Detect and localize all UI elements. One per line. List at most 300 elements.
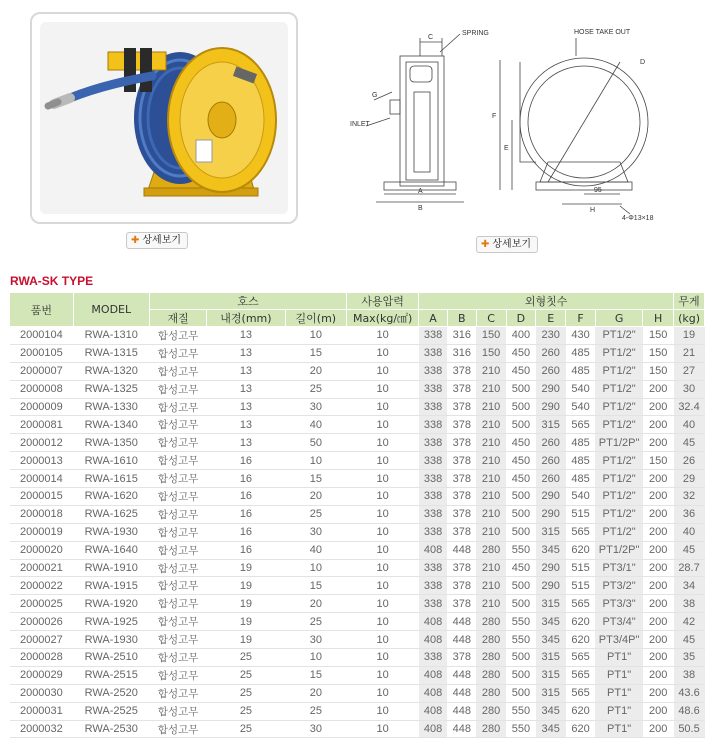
- cell-g: PT1/2": [595, 452, 642, 470]
- label-h: H: [590, 207, 596, 214]
- cell-weight: 40: [674, 416, 705, 434]
- cell-pressure: 10: [347, 666, 419, 684]
- cell-g: PT3/4P": [595, 631, 642, 649]
- cell-part-no: 2000013: [10, 452, 74, 470]
- cell-model: RWA-1315: [73, 344, 149, 362]
- side-view: [366, 34, 464, 202]
- cell-d: 550: [506, 541, 536, 559]
- cell-e: 290: [536, 577, 566, 595]
- cell-part-no: 2000014: [10, 470, 74, 488]
- cell-h: 200: [643, 702, 674, 720]
- cell-d: 500: [506, 380, 536, 398]
- cell-h: 200: [643, 595, 674, 613]
- header-material: 재질: [149, 310, 207, 327]
- cell-d: 400: [506, 327, 536, 345]
- cell-length: 30: [285, 398, 347, 416]
- cell-material: 합성고무: [149, 595, 207, 613]
- cell-part-no: 2000022: [10, 577, 74, 595]
- cell-model: RWA-2530: [73, 720, 149, 738]
- cell-c: 210: [476, 362, 506, 380]
- cell-e: 290: [536, 380, 566, 398]
- cell-d: 500: [506, 684, 536, 702]
- cell-g: PT3/2": [595, 577, 642, 595]
- cell-c: 150: [476, 344, 506, 362]
- table-row: [10, 577, 705, 595]
- cell-d: 500: [506, 398, 536, 416]
- cell-a: 338: [419, 380, 448, 398]
- cell-part-no: 2000029: [10, 666, 74, 684]
- table-row: [10, 649, 705, 667]
- table-row: [10, 416, 705, 434]
- cell-weight: 26: [674, 452, 705, 470]
- cell-weight: 30: [674, 380, 705, 398]
- label-f: F: [492, 113, 497, 120]
- cell-g: PT1/2": [595, 470, 642, 488]
- cell-inner-diameter: 16: [207, 488, 285, 506]
- header-d: D: [506, 310, 536, 327]
- detail-view-button-1[interactable]: [126, 232, 188, 249]
- cell-c: 210: [476, 488, 506, 506]
- cell-g: PT1": [595, 720, 642, 738]
- cell-weight: 42: [674, 613, 705, 631]
- cell-part-no: 2000031: [10, 702, 74, 720]
- cell-d: 450: [506, 344, 536, 362]
- cell-inner-diameter: 25: [207, 720, 285, 738]
- cell-a: 338: [419, 559, 448, 577]
- cell-a: 338: [419, 327, 448, 345]
- detail-view-label-1: 상세보기: [142, 235, 182, 246]
- table-row: [10, 613, 705, 631]
- cell-b: 378: [447, 577, 476, 595]
- cell-a: 338: [419, 505, 448, 523]
- cell-a: 338: [419, 452, 448, 470]
- cell-h: 200: [643, 398, 674, 416]
- table-row: [10, 452, 705, 470]
- cell-pressure: 10: [347, 649, 419, 667]
- cell-h: 200: [643, 541, 674, 559]
- cell-material: 합성고무: [149, 631, 207, 649]
- cell-weight: 38: [674, 666, 705, 684]
- cell-part-no: 2000032: [10, 720, 74, 738]
- header-e: E: [536, 310, 566, 327]
- table-row: [10, 684, 705, 702]
- cell-material: 합성고무: [149, 666, 207, 684]
- cell-b: 448: [447, 613, 476, 631]
- technical-drawing: [340, 22, 712, 228]
- cell-h: 200: [643, 577, 674, 595]
- cell-a: 338: [419, 523, 448, 541]
- cell-c: 280: [476, 541, 506, 559]
- cell-part-no: 2000009: [10, 398, 74, 416]
- product-photo-frame: [30, 12, 298, 224]
- cell-pressure: 10: [347, 470, 419, 488]
- cell-weight: 48.6: [674, 702, 705, 720]
- cell-pressure: 10: [347, 362, 419, 380]
- header-model: MODEL: [73, 293, 149, 327]
- cell-b: 378: [447, 523, 476, 541]
- cell-weight: 43.6: [674, 684, 705, 702]
- cell-d: 450: [506, 470, 536, 488]
- cell-part-no: 2000021: [10, 559, 74, 577]
- cell-f: 485: [566, 470, 596, 488]
- cell-inner-diameter: 19: [207, 559, 285, 577]
- cell-pressure: 10: [347, 434, 419, 452]
- cell-part-no: 2000104: [10, 327, 74, 345]
- cell-b: 378: [447, 452, 476, 470]
- cell-pressure: 10: [347, 505, 419, 523]
- cell-a: 408: [419, 720, 448, 738]
- cell-b: 448: [447, 684, 476, 702]
- header-row-1: [10, 293, 705, 310]
- cell-a: 338: [419, 577, 448, 595]
- cell-material: 합성고무: [149, 344, 207, 362]
- cell-pressure: 10: [347, 595, 419, 613]
- cell-h: 150: [643, 344, 674, 362]
- header-f: F: [566, 310, 596, 327]
- cell-a: 408: [419, 631, 448, 649]
- cell-a: 338: [419, 416, 448, 434]
- cell-h: 200: [643, 416, 674, 434]
- cell-weight: 28.7: [674, 559, 705, 577]
- cell-part-no: 2000018: [10, 505, 74, 523]
- cell-b: 448: [447, 631, 476, 649]
- cell-part-no: 2000026: [10, 613, 74, 631]
- cell-a: 338: [419, 488, 448, 506]
- cell-g: PT1": [595, 684, 642, 702]
- header-weight: 무게: [674, 293, 705, 310]
- cell-material: 합성고무: [149, 577, 207, 595]
- table-row: [10, 523, 705, 541]
- cell-part-no: 2000105: [10, 344, 74, 362]
- cell-h: 200: [643, 380, 674, 398]
- cell-c: 210: [476, 416, 506, 434]
- cell-length: 25: [285, 702, 347, 720]
- cell-length: 30: [285, 523, 347, 541]
- header-h: H: [643, 310, 674, 327]
- cell-material: 합성고무: [149, 684, 207, 702]
- header-pressure: 사용압력: [347, 293, 419, 310]
- cell-e: 345: [536, 702, 566, 720]
- cell-g: PT1/2": [595, 488, 642, 506]
- cell-f: 485: [566, 362, 596, 380]
- cell-d: 550: [506, 702, 536, 720]
- cell-g: PT1/2": [595, 362, 642, 380]
- header-length: 길이(m): [285, 310, 347, 327]
- cell-e: 315: [536, 649, 566, 667]
- cell-length: 15: [285, 344, 347, 362]
- header-hose: 호스: [149, 293, 346, 310]
- cell-d: 450: [506, 434, 536, 452]
- header-id: 내경(mm): [207, 310, 285, 327]
- cell-length: 10: [285, 559, 347, 577]
- cell-f: 515: [566, 505, 596, 523]
- cell-length: 15: [285, 577, 347, 595]
- cell-f: 620: [566, 613, 596, 631]
- cell-model: RWA-1320: [73, 362, 149, 380]
- cell-a: 408: [419, 541, 448, 559]
- cell-g: PT1/2P": [595, 541, 642, 559]
- cell-f: 540: [566, 380, 596, 398]
- cell-inner-diameter: 19: [207, 595, 285, 613]
- plus-icon: ✚: [481, 239, 490, 250]
- cell-pressure: 10: [347, 684, 419, 702]
- cell-part-no: 2000015: [10, 488, 74, 506]
- cell-model: RWA-1910: [73, 559, 149, 577]
- cell-length: 30: [285, 631, 347, 649]
- cell-inner-diameter: 16: [207, 452, 285, 470]
- cell-e: 345: [536, 631, 566, 649]
- table-row: [10, 505, 705, 523]
- cell-length: 25: [285, 505, 347, 523]
- cell-weight: 45: [674, 541, 705, 559]
- cell-inner-diameter: 13: [207, 434, 285, 452]
- cell-e: 290: [536, 505, 566, 523]
- cell-d: 500: [506, 505, 536, 523]
- cell-weight: 19: [674, 327, 705, 345]
- cell-g: PT1/2": [595, 505, 642, 523]
- cell-part-no: 2000025: [10, 595, 74, 613]
- cell-h: 200: [643, 470, 674, 488]
- cell-material: 합성고무: [149, 327, 207, 345]
- cell-pressure: 10: [347, 559, 419, 577]
- cell-weight: 38: [674, 595, 705, 613]
- cell-length: 15: [285, 666, 347, 684]
- label-a: A: [418, 188, 423, 195]
- cell-b: 378: [447, 416, 476, 434]
- cell-h: 200: [643, 684, 674, 702]
- cell-e: 315: [536, 595, 566, 613]
- cell-d: 550: [506, 613, 536, 631]
- cell-c: 210: [476, 523, 506, 541]
- cell-model: RWA-1610: [73, 452, 149, 470]
- cell-b: 316: [447, 344, 476, 362]
- cell-weight: 35: [674, 649, 705, 667]
- cell-a: 338: [419, 434, 448, 452]
- cell-model: RWA-2510: [73, 649, 149, 667]
- cell-model: RWA-1615: [73, 470, 149, 488]
- cell-h: 200: [643, 631, 674, 649]
- cell-b: 378: [447, 505, 476, 523]
- cell-weight: 32.4: [674, 398, 705, 416]
- cell-inner-diameter: 16: [207, 523, 285, 541]
- cell-model: RWA-1640: [73, 541, 149, 559]
- cell-length: 10: [285, 452, 347, 470]
- cell-c: 210: [476, 577, 506, 595]
- cell-b: 378: [447, 362, 476, 380]
- cell-b: 448: [447, 720, 476, 738]
- cell-model: RWA-1620: [73, 488, 149, 506]
- cell-e: 345: [536, 541, 566, 559]
- cell-model: RWA-1930: [73, 631, 149, 649]
- cell-f: 565: [566, 595, 596, 613]
- label-spring: SPRING: [462, 30, 489, 37]
- cell-weight: 29: [674, 470, 705, 488]
- cell-inner-diameter: 16: [207, 505, 285, 523]
- header-c: C: [476, 310, 506, 327]
- hose-reel-illustration: [40, 22, 288, 214]
- cell-length: 25: [285, 380, 347, 398]
- label-e: E: [504, 145, 509, 152]
- table-row: [10, 470, 705, 488]
- cell-c: 210: [476, 452, 506, 470]
- cell-f: 430: [566, 327, 596, 345]
- cell-f: 485: [566, 344, 596, 362]
- cell-length: 20: [285, 488, 347, 506]
- cell-part-no: 2000008: [10, 380, 74, 398]
- cell-length: 10: [285, 649, 347, 667]
- cell-pressure: 10: [347, 702, 419, 720]
- header-max: Max(kg/㎠): [347, 310, 419, 327]
- cell-b: 316: [447, 327, 476, 345]
- cell-d: 500: [506, 595, 536, 613]
- cell-g: PT1": [595, 666, 642, 684]
- cell-inner-diameter: 13: [207, 416, 285, 434]
- cell-c: 280: [476, 684, 506, 702]
- cell-inner-diameter: 25: [207, 666, 285, 684]
- table-row: [10, 541, 705, 559]
- cell-b: 378: [447, 649, 476, 667]
- cell-e: 290: [536, 488, 566, 506]
- label-holes: 4-Φ13×18: [622, 215, 654, 222]
- cell-model: RWA-1330: [73, 398, 149, 416]
- cell-part-no: 2000027: [10, 631, 74, 649]
- table-row: [10, 631, 705, 649]
- cell-f: 620: [566, 720, 596, 738]
- detail-view-button-2[interactable]: [476, 236, 538, 253]
- cell-a: 408: [419, 684, 448, 702]
- label-c: C: [428, 34, 434, 41]
- cell-f: 565: [566, 523, 596, 541]
- table-row: [10, 327, 705, 345]
- cell-b: 378: [447, 559, 476, 577]
- cell-part-no: 2000012: [10, 434, 74, 452]
- cell-d: 500: [506, 577, 536, 595]
- cell-weight: 34: [674, 577, 705, 595]
- label-inlet: INLET: [350, 121, 370, 128]
- cell-material: 합성고무: [149, 613, 207, 631]
- cell-inner-diameter: 13: [207, 362, 285, 380]
- cell-material: 합성고무: [149, 559, 207, 577]
- cell-e: 345: [536, 613, 566, 631]
- cell-pressure: 10: [347, 488, 419, 506]
- cell-b: 378: [447, 488, 476, 506]
- cell-weight: 32: [674, 488, 705, 506]
- table-row: [10, 398, 705, 416]
- table-row: [10, 344, 705, 362]
- cell-inner-diameter: 25: [207, 702, 285, 720]
- cell-part-no: 2000028: [10, 649, 74, 667]
- cell-h: 200: [643, 666, 674, 684]
- cell-f: 620: [566, 702, 596, 720]
- cell-a: 408: [419, 613, 448, 631]
- cell-part-no: 2000007: [10, 362, 74, 380]
- cell-e: 315: [536, 684, 566, 702]
- cell-d: 500: [506, 488, 536, 506]
- type-title: RWA-SK TYPE: [10, 274, 94, 288]
- cell-f: 515: [566, 577, 596, 595]
- cell-material: 합성고무: [149, 523, 207, 541]
- cell-a: 338: [419, 362, 448, 380]
- cell-g: PT1/2": [595, 398, 642, 416]
- cell-material: 합성고무: [149, 505, 207, 523]
- detail-view-label-2: 상세보기: [492, 239, 532, 250]
- cell-e: 260: [536, 470, 566, 488]
- cell-pressure: 10: [347, 613, 419, 631]
- cell-part-no: 2000020: [10, 541, 74, 559]
- cell-model: RWA-1325: [73, 380, 149, 398]
- cell-material: 합성고무: [149, 488, 207, 506]
- cell-f: 515: [566, 559, 596, 577]
- cell-h: 200: [643, 613, 674, 631]
- cell-c: 210: [476, 559, 506, 577]
- cell-f: 565: [566, 649, 596, 667]
- cell-b: 448: [447, 541, 476, 559]
- cell-g: PT1/2P": [595, 434, 642, 452]
- table-row: [10, 362, 705, 380]
- cell-d: 450: [506, 362, 536, 380]
- cell-c: 210: [476, 380, 506, 398]
- cell-b: 378: [447, 398, 476, 416]
- cell-inner-diameter: 25: [207, 684, 285, 702]
- header-kg: (kg): [674, 310, 705, 327]
- cell-pressure: 10: [347, 416, 419, 434]
- cell-c: 210: [476, 470, 506, 488]
- cell-material: 합성고무: [149, 362, 207, 380]
- cell-length: 30: [285, 720, 347, 738]
- cell-model: RWA-1930: [73, 523, 149, 541]
- cell-material: 합성고무: [149, 649, 207, 667]
- cell-weight: 40: [674, 523, 705, 541]
- cell-f: 620: [566, 631, 596, 649]
- cell-b: 378: [447, 470, 476, 488]
- cell-h: 200: [643, 720, 674, 738]
- cell-weight: 27: [674, 362, 705, 380]
- cell-weight: 21: [674, 344, 705, 362]
- cell-h: 200: [643, 505, 674, 523]
- cell-d: 450: [506, 559, 536, 577]
- cell-model: RWA-1915: [73, 577, 149, 595]
- cell-material: 합성고무: [149, 720, 207, 738]
- cell-model: RWA-2520: [73, 684, 149, 702]
- cell-b: 378: [447, 595, 476, 613]
- front-view: [500, 38, 648, 214]
- plus-icon: ✚: [131, 235, 140, 246]
- cell-inner-diameter: 19: [207, 613, 285, 631]
- cell-length: 10: [285, 327, 347, 345]
- cell-pressure: 10: [347, 541, 419, 559]
- cell-length: 40: [285, 541, 347, 559]
- cell-f: 565: [566, 666, 596, 684]
- header-part-no: 품번: [10, 293, 74, 327]
- cell-e: 290: [536, 398, 566, 416]
- cell-f: 620: [566, 541, 596, 559]
- cell-inner-diameter: 16: [207, 541, 285, 559]
- cell-g: PT1": [595, 649, 642, 667]
- cell-material: 합성고무: [149, 470, 207, 488]
- cell-pressure: 10: [347, 631, 419, 649]
- cell-a: 408: [419, 666, 448, 684]
- cell-material: 합성고무: [149, 416, 207, 434]
- cell-g: PT1/2": [595, 344, 642, 362]
- cell-a: 338: [419, 595, 448, 613]
- cell-c: 150: [476, 327, 506, 345]
- cell-f: 485: [566, 452, 596, 470]
- cell-part-no: 2000030: [10, 684, 74, 702]
- cell-model: RWA-1925: [73, 613, 149, 631]
- cell-g: PT3/3": [595, 595, 642, 613]
- cell-a: 408: [419, 702, 448, 720]
- label-hose-take-out: HOSE TAKE OUT: [574, 29, 631, 36]
